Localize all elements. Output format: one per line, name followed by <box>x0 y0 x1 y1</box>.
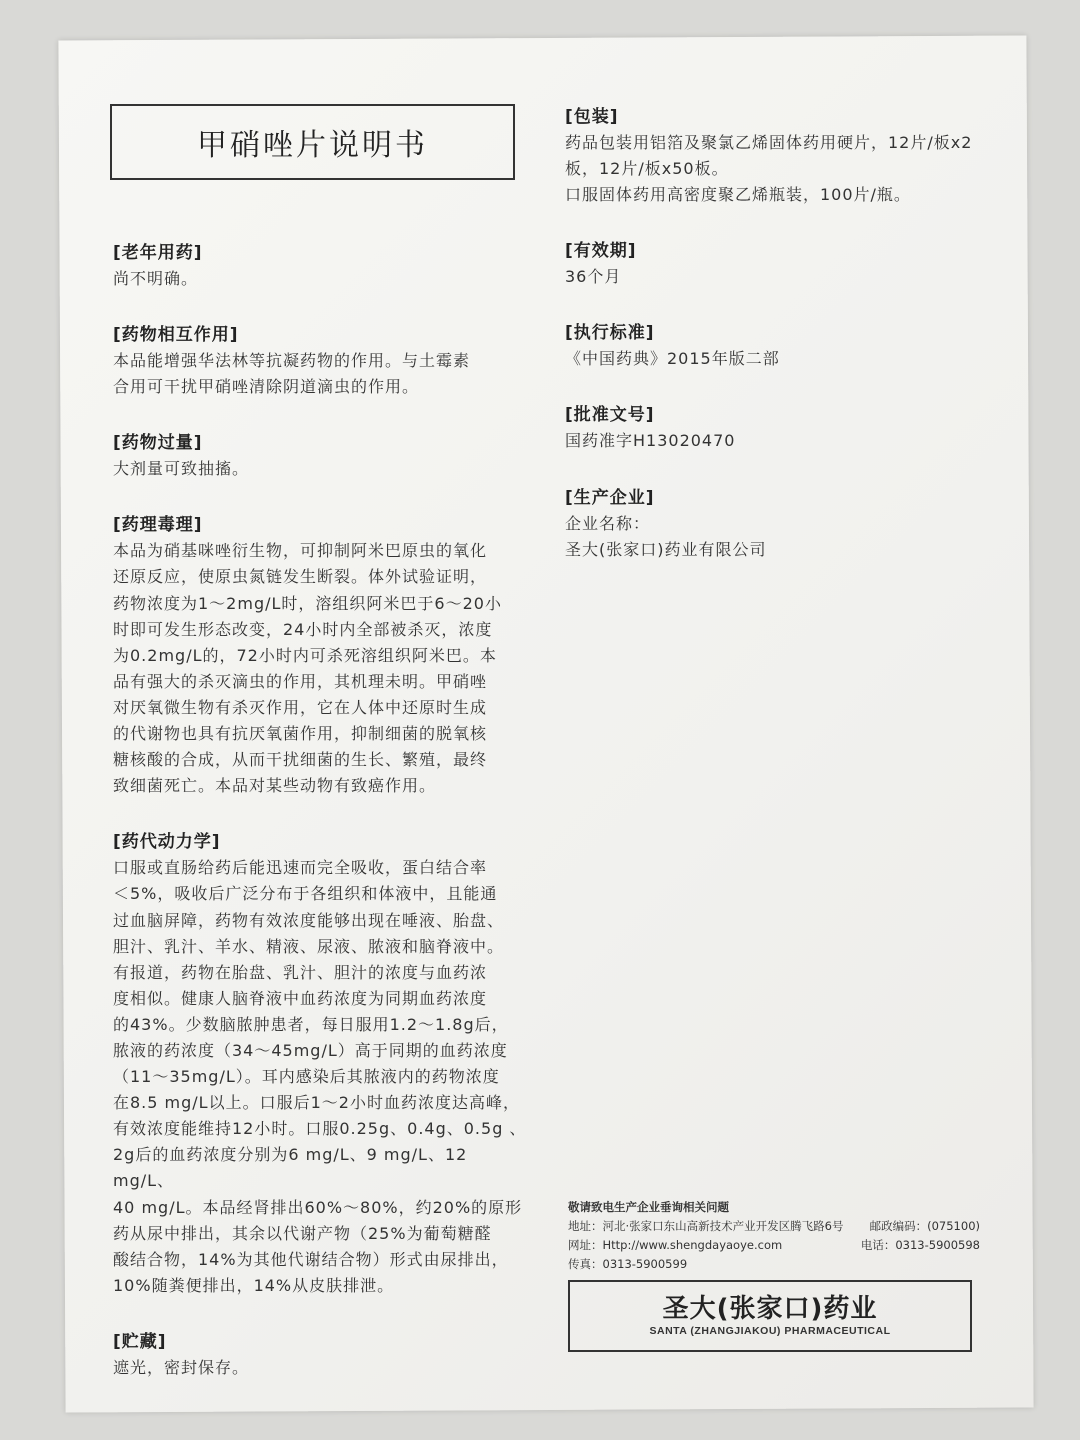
section-shelf-life <box>565 238 985 290</box>
section-body: 大剂量可致抽搐。 <box>113 459 250 479</box>
section-title: [批准文号] <box>565 405 655 426</box>
section-title: [有效期] <box>565 241 637 262</box>
section-interactions <box>113 322 533 400</box>
section-title: [执行标准] <box>565 323 655 344</box>
section-body: 《中国药典》2015年版二部 <box>565 349 780 369</box>
section-packaging <box>565 104 985 208</box>
section-title: [药物过量] <box>113 433 203 454</box>
section-body: 遮光，密封保存。 <box>113 1357 250 1377</box>
section-body: 本品能增强华法林等抗凝药物的作用。与土霉素 合用可干扰甲硝唑清除阴道滴虫的作用。 <box>113 351 471 397</box>
section-body: 36个月 <box>565 267 622 287</box>
section-body: 尚不明确。 <box>113 269 199 288</box>
section-approval <box>565 402 985 454</box>
section-title: [老年用药] <box>113 243 203 263</box>
left-column <box>113 240 533 1381</box>
section-elderly <box>113 240 533 292</box>
section-overdose <box>113 430 533 482</box>
section-title: [贮藏] <box>113 1331 167 1352</box>
logo-english-text: SANTA (ZHANGJIAKOU) PHARMACEUTICAL <box>649 1325 891 1337</box>
section-standard <box>565 320 985 372</box>
section-storage <box>113 1329 533 1381</box>
section-body: 企业名称： 圣大(张家口)药业有限公司 <box>565 513 767 559</box>
document-title <box>110 104 515 180</box>
contact-info <box>568 1198 980 1274</box>
company-logo <box>568 1280 972 1352</box>
section-title: [生产企业] <box>565 487 655 508</box>
contact-heading: 敬请致电生产企业垂询相关问题 <box>568 1200 729 1214</box>
section-title: [药理毒理] <box>113 515 203 536</box>
contact-address: 地址：河北·张家口东山高新技术产业开发区腾飞路6号 <box>568 1219 844 1233</box>
section-manufacturer <box>565 485 985 563</box>
contact-postcode: 邮政编码：(075100) <box>869 1219 980 1233</box>
section-title: [药物相互作用] <box>113 325 239 346</box>
section-body: 本品为硝基咪唑衍生物，可抑制阿米巴原虫的氧化 还原反应，使原虫氮链发生断裂。体外试验证明， 药物浓度为1～2mg/L时，溶组织阿米巴于6～20小 时即可发生形态改变，24小时内全部被杀灭，浓度 为0.2mg/L的，72小时内可杀死溶组织阿米巴。本 品有强大的杀灭滴虫的作用，其机理未明。甲硝唑 对厌氧微生物有杀灭作用，它在人体中还原时生成 的代谢物也具有抗厌氧菌作用，抑制细菌的脱氧核 糖核酸的合成，从而干扰细菌的生长、繁殖，最终 致细菌死亡。本品对某些动物有致癌作用。 <box>113 541 502 796</box>
contact-website: 网址：Http://www.shengdayaoye.com <box>568 1238 783 1252</box>
contact-phone: 电话：0313-5900598 <box>860 1238 980 1252</box>
section-body: 药品包装用铝箔及聚氯乙烯固体药用硬片，12片/板x2 板，12片/板x50板。 口服固体药用高密度聚乙烯瓶装，100片/瓶。 <box>565 133 973 205</box>
document-title-text: 甲硝唑片说明书 <box>197 128 428 163</box>
right-column <box>565 104 985 563</box>
section-title: [包装] <box>565 107 619 127</box>
logo-chinese-text: 圣大(张家口)药业 <box>662 1294 878 1324</box>
section-pharmacology <box>113 512 533 799</box>
section-title: [药代动力学] <box>113 832 221 853</box>
section-body: 国药准字H13020470 <box>565 431 736 451</box>
section-pharmacokinetics <box>113 829 533 1299</box>
contact-fax: 传真：0313-5900599 <box>568 1257 688 1271</box>
section-body: 口服或直肠给药后能迅速而完全吸收，蛋白结合率 ＜5%，吸收后广泛分布于各组织和体液中，且能通 过血脑屏障，药物有效浓度能够出现在唾液、胎盘、 胆汁、乳汁、羊水、精液、尿液、脓液和脑脊液中。 有报道，药物在胎盘、乳汁、胆汁的浓度与血药浓 度相似。健康人脑脊液中血药浓度为同期血药浓度 的43%。少数脑脓肿患者，每日服用1.2～1.8g后， 脓液的药浓度（34～45mg/L）高于同期的血药浓度 （11～35mg/L）。耳内感染后其脓液内的药物浓度 在8.5 mg/L以上。口服后1～2小时血药浓度达高峰， 有效浓度能维持12小时。口服0.25g、0.4g、0.5g 、 2g后的血药浓度分别为6 mg/L、9 mg/L、12 mg/L、 40 mg/L。本品经肾排出60%～80%，约20%的原形 药从尿中排出，其余以代谢产物（25%为葡萄糖醛 酸结合物，14%为其他代谢结合物）形式由尿排出， 10%随粪便排出，14%从皮肤排泄。 <box>113 858 527 1295</box>
